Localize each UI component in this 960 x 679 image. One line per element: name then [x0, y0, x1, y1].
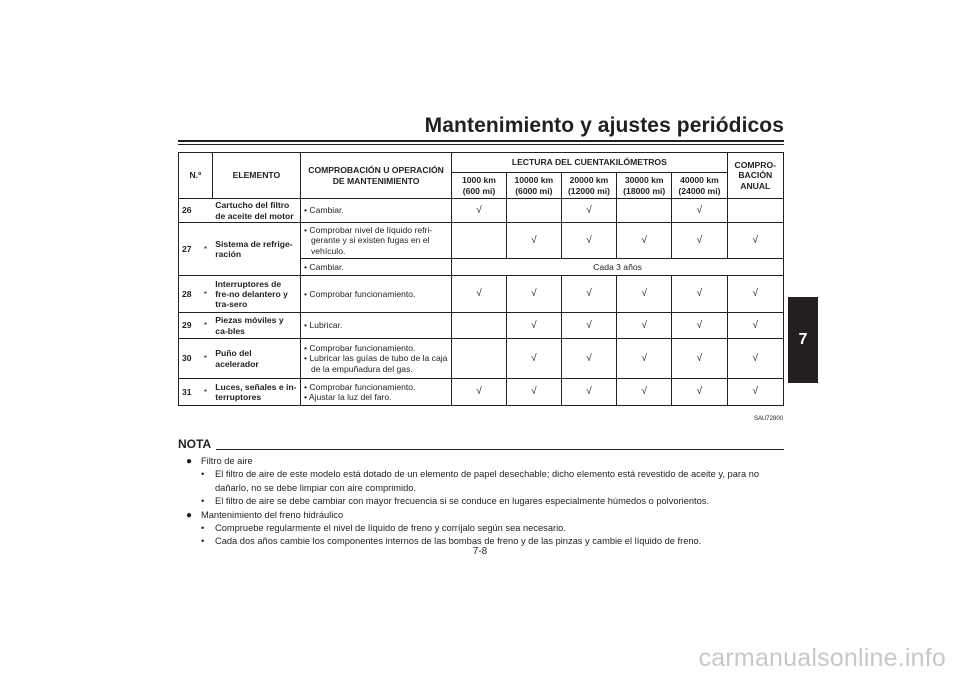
- row-number: 29: [179, 313, 199, 339]
- operation-line: • Lubricar.: [303, 320, 343, 331]
- check-mark: √: [561, 339, 616, 379]
- check-mark: √: [672, 339, 727, 379]
- list-item: [186, 455, 786, 468]
- table-row: [179, 276, 784, 313]
- page-number: 7-8: [472, 546, 488, 557]
- check-mark: √: [506, 276, 561, 313]
- nota-heading: NOTA: [178, 437, 212, 451]
- row-star: *: [199, 276, 213, 313]
- row-star: *: [199, 223, 213, 276]
- chapter-tab[interactable]: 7: [788, 297, 818, 383]
- operation-line: • Comprobar funcionamiento.: [303, 343, 416, 354]
- operation-line: • Cambiar.: [303, 205, 344, 216]
- row-element: Piezas móviles y ca-bles: [212, 313, 300, 339]
- check-mark: √: [452, 199, 507, 223]
- page-title: Mantenimiento y ajustes periódicos: [424, 114, 784, 137]
- check-mark: √: [561, 276, 616, 313]
- check-mark: √: [506, 379, 561, 406]
- check-mark: √: [672, 379, 727, 406]
- row-element: Sistema de refrige-ración: [212, 223, 300, 276]
- table-row: [179, 199, 784, 223]
- empty-cell: [452, 223, 507, 259]
- check-mark: √: [561, 223, 616, 259]
- row-operation: [300, 259, 451, 276]
- bullet-icon: ●: [186, 456, 193, 467]
- operation-line: • Comprobar funcionamiento.: [303, 288, 416, 299]
- row-operation: [300, 379, 451, 406]
- table-row: [179, 379, 784, 406]
- row-star: *: [199, 313, 213, 339]
- row-element: Cartucho del filtro de aceite del motor: [212, 199, 300, 223]
- maintenance-table: [178, 152, 784, 406]
- row-operation: [300, 223, 451, 259]
- check-mark: √: [727, 276, 783, 313]
- header-km-20000: 20000 km (12000 mi): [561, 173, 616, 199]
- check-mark: √: [727, 339, 783, 379]
- check-mark: √: [617, 223, 672, 259]
- note-text: El filtro de aire se debe cambiar con mayor frecuencia si se conduce en lugares especialmente húmedos o polvorientos.: [215, 496, 710, 507]
- row-element: Puño del acelerador: [212, 339, 300, 379]
- header-annual: COMPRO-BACIÓN ANUAL: [727, 153, 783, 199]
- sub-bullet-icon: •: [201, 523, 205, 534]
- check-mark: √: [617, 339, 672, 379]
- header-row: [179, 153, 784, 173]
- check-mark: √: [452, 276, 507, 313]
- note-text: Compruebe regularmente el nivel de líquido de freno y corríjalo según sea necesario.: [215, 523, 566, 534]
- empty-cell: [452, 339, 507, 379]
- operation-line: • Comprobar nivel de líquido refri-gerante y si existen fugas en el vehículo.: [303, 225, 433, 256]
- row-star: *: [199, 339, 213, 379]
- sub-bullet-icon: •: [201, 496, 205, 507]
- row-operation: [300, 276, 451, 313]
- title-rule-thin: [178, 144, 784, 145]
- header-operation: COMPROBACIÓN U OPERACIÓN DE MANTENIMIENTO: [300, 153, 451, 199]
- header-odometer: LECTURA DEL CUENTAKILÓMETROS: [452, 153, 727, 173]
- row-element: Interruptores de fre-no delantero y tra-sero: [212, 276, 300, 313]
- note-text: Cada dos años cambie los componentes internos de las bombas de freno y de las pinzas y cambie el líquido de freno.: [215, 536, 702, 547]
- check-mark: √: [672, 276, 727, 313]
- title-rule: [178, 140, 784, 142]
- check-mark: √: [727, 223, 783, 259]
- check-mark: √: [506, 223, 561, 259]
- list-item: [186, 509, 786, 522]
- sub-bullet-icon: •: [201, 469, 205, 480]
- operation-line: • Cambiar.: [303, 261, 344, 272]
- row-operation: [300, 199, 451, 223]
- note-title-brake: Mantenimiento del freno hidráulico: [201, 509, 344, 520]
- bullet-icon: ●: [186, 509, 193, 521]
- nota-rule: [216, 449, 784, 450]
- check-mark: √: [727, 379, 783, 406]
- row-number: 30: [179, 339, 199, 379]
- header-km-1000: 1000 km (600 mi): [452, 173, 507, 199]
- row-number: 27: [179, 223, 199, 276]
- row-element: Luces, señales e in-terruptores: [212, 379, 300, 406]
- note-text: El filtro de aire de este modelo está dotado de un elemento de papel desechable; dicho elemento está revestido de aceite y, para no dañarlo, no se debe limpiar con aire comprimido.: [215, 469, 760, 493]
- table-row: [179, 223, 784, 259]
- check-mark: √: [617, 313, 672, 339]
- empty-cell: [727, 199, 783, 223]
- list-item: [186, 495, 786, 508]
- check-mark: √: [561, 199, 616, 223]
- nota-list: [186, 455, 786, 549]
- reference-code: SAU72800: [753, 416, 783, 422]
- header-km-30000: 30000 km (18000 mi): [617, 173, 672, 199]
- table-row: [179, 313, 784, 339]
- row-star: *: [199, 379, 213, 406]
- check-mark: √: [506, 313, 561, 339]
- row-number: 31: [179, 379, 199, 406]
- header-km-10000: 10000 km (6000 mi): [506, 173, 561, 199]
- table-row: [179, 339, 784, 379]
- check-mark: √: [672, 223, 727, 259]
- row-operation: [300, 313, 451, 339]
- interval-span: Cada 3 años: [452, 259, 784, 276]
- operation-line: • Comprobar funcionamiento.: [303, 381, 416, 392]
- header-element: ELEMENTO: [212, 153, 300, 199]
- check-mark: √: [727, 313, 783, 339]
- list-item: [186, 522, 786, 535]
- check-mark: √: [561, 379, 616, 406]
- empty-cell: [452, 313, 507, 339]
- operation-line: • Ajustar la luz del faro.: [303, 392, 392, 402]
- check-mark: √: [561, 313, 616, 339]
- check-mark: √: [672, 313, 727, 339]
- header-km-40000: 40000 km (24000 mi): [672, 173, 727, 199]
- empty-cell: [617, 199, 672, 223]
- row-star: [199, 199, 213, 223]
- sub-bullet-icon: •: [201, 536, 205, 547]
- check-mark: √: [672, 199, 727, 223]
- row-number: 26: [179, 199, 199, 223]
- check-mark: √: [452, 379, 507, 406]
- check-mark: √: [617, 276, 672, 313]
- check-mark: √: [506, 339, 561, 379]
- empty-cell: [506, 199, 561, 223]
- row-operation: [300, 339, 451, 379]
- watermark-link[interactable]: carmanualsonline.info: [698, 644, 946, 672]
- list-item: [186, 468, 786, 495]
- operation-line: • Lubricar las guías de tubo de la caja de la empuñadura del gas.: [303, 353, 448, 374]
- row-number: 28: [179, 276, 199, 313]
- check-mark: √: [617, 379, 672, 406]
- note-title-air-filter: Filtro de aire: [201, 456, 253, 466]
- header-num: N.º: [179, 153, 213, 199]
